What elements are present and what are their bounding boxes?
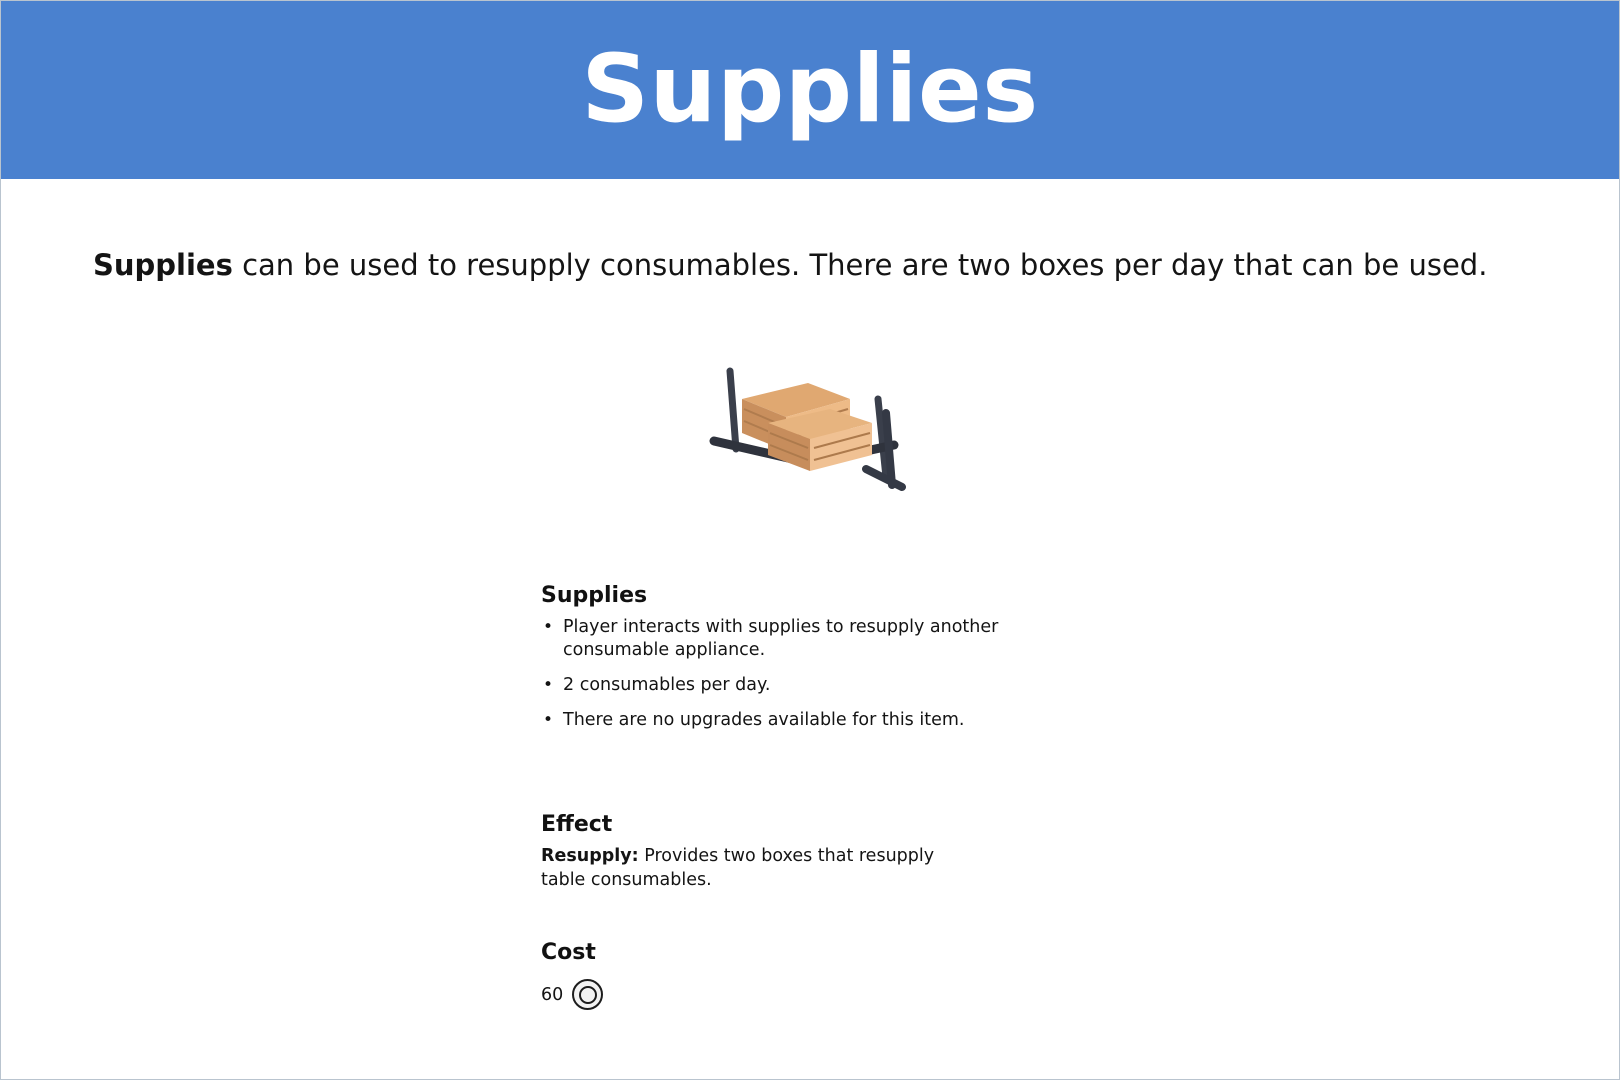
effect-body: Provides two boxes that resupply table consumables. (541, 846, 935, 890)
page-title: Supplies (581, 35, 1039, 144)
cost-heading: Cost (541, 940, 596, 966)
effect-label: Resupply: (541, 846, 639, 867)
artwork-container (1, 353, 1619, 513)
cost-value: 60 (541, 984, 564, 1005)
item-heading: Supplies (541, 582, 648, 608)
supplies-crate-icon (690, 353, 930, 513)
list-item: • 2 consumables per day. (541, 674, 1061, 698)
list-item: • There are no upgrades available for this item. (541, 709, 1061, 733)
page-content (1, 247, 1619, 1010)
item-bullet-list (541, 616, 1061, 733)
effect-section (541, 812, 1061, 892)
intro-paragraph (93, 247, 1619, 285)
supplies-crate-svg (690, 353, 930, 513)
cost-section (541, 940, 1061, 1010)
cost-row (541, 979, 1061, 1010)
coin-icon (572, 979, 603, 1010)
intro-bold-lead: Supplies (93, 248, 233, 282)
intro-rest: can be used to resupply consumables. There are two boxes per day that can be used. (232, 248, 1488, 282)
coin-icon-inner (579, 986, 597, 1004)
item-detail-panel (541, 583, 1061, 1011)
effect-heading: Effect (541, 812, 613, 838)
page-header (1, 1, 1619, 179)
list-item: • Player interacts with supplies to resupply another consumable appliance. (541, 616, 1061, 663)
effect-description (541, 845, 981, 892)
